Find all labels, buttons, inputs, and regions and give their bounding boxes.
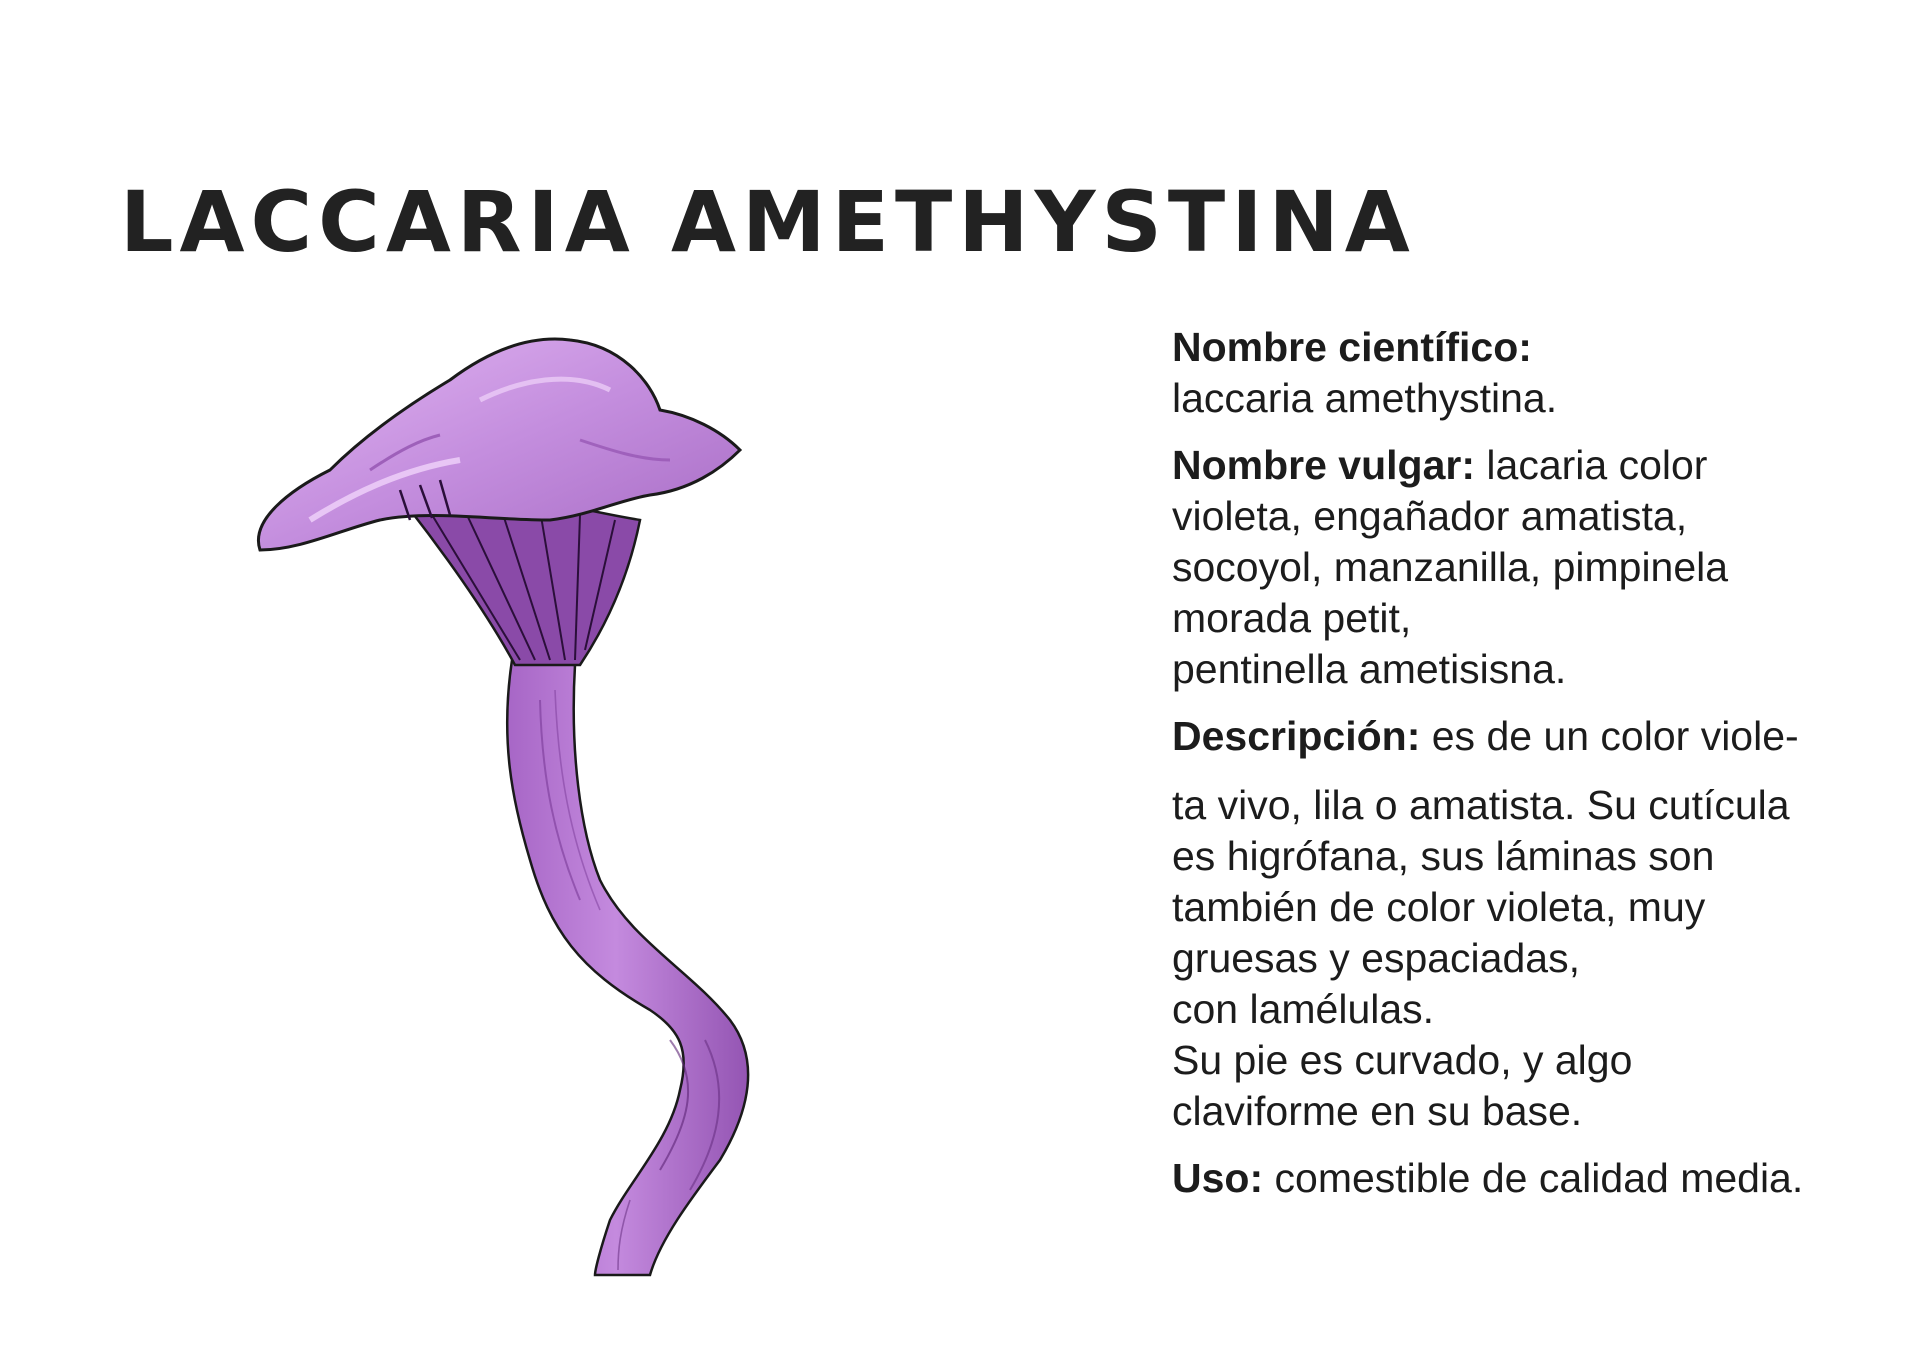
description-line: ta vivo, lila o amatista. Su cutícula	[1172, 782, 1790, 828]
scientific-name-value: laccaria amethystina.	[1172, 375, 1558, 421]
mushroom-illustration	[250, 320, 830, 1280]
description-heading	[1172, 711, 1872, 762]
description-line: Su pie es curvado, y algo	[1172, 1037, 1633, 1083]
scientific-name-section	[1172, 322, 1872, 424]
species-info	[1172, 322, 1872, 1220]
description-line: claviforme en su base.	[1172, 1088, 1583, 1134]
common-name-line: lacaria color	[1486, 442, 1708, 488]
use-value: comestible de calidad media.	[1274, 1155, 1804, 1201]
description-line: es higrófana, sus láminas son	[1172, 833, 1715, 879]
description-line: con lamélulas.	[1172, 986, 1435, 1032]
page-title: LACCARIA AMETHYSTINA	[120, 173, 1416, 271]
description-line: también de color violeta, muy	[1172, 884, 1706, 930]
common-name-section	[1172, 440, 1872, 695]
common-name-line: pentinella ametisisna.	[1172, 646, 1567, 692]
description-line: gruesas y espaciadas,	[1172, 935, 1580, 981]
common-name-line: socoyol, manzanilla, pimpinela	[1172, 544, 1729, 590]
common-name-label: Nombre vulgar:	[1172, 442, 1475, 488]
common-name-line: morada petit,	[1172, 595, 1412, 641]
mushroom-cap	[258, 339, 740, 550]
description-first-line: es de un color viole-	[1431, 713, 1799, 759]
scientific-name-label: Nombre científico:	[1172, 324, 1532, 370]
use-label: Uso:	[1172, 1155, 1264, 1201]
common-name-line: violeta, engañador amatista,	[1172, 493, 1688, 539]
description-body	[1172, 780, 1872, 1137]
description-label: Descripción:	[1172, 713, 1421, 759]
use-section	[1172, 1153, 1872, 1204]
